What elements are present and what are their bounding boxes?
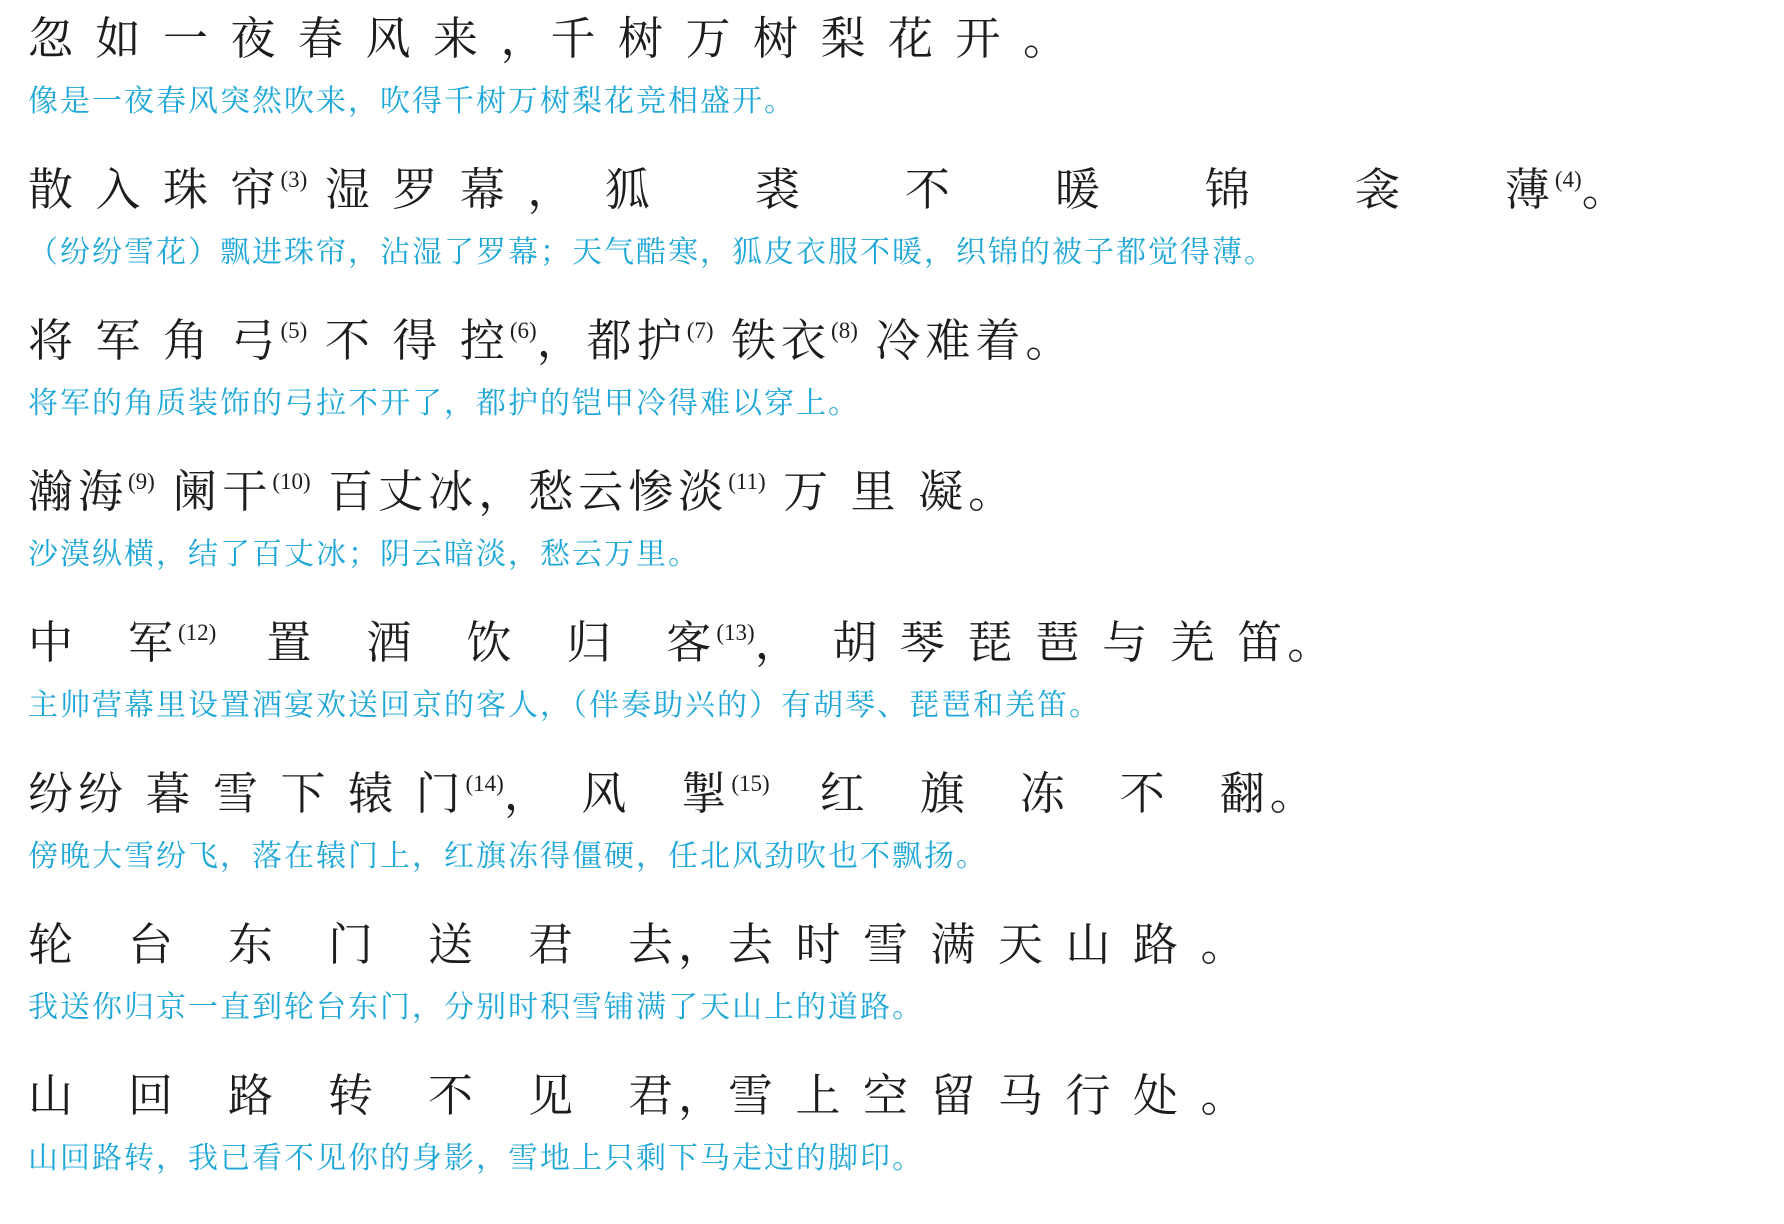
translation-line: 将军的角质装饰的弓拉不开了，都护的铠甲冷得难以穿上。 bbox=[28, 387, 860, 420]
annotation-number: (14) bbox=[465, 771, 504, 796]
verse-text: 散 入 珠 帘 bbox=[28, 164, 281, 215]
translation-line: 傍晚大雪纷飞，落在辕门上，红旗冻得僵硬，任北风劲吹也不飘扬。 bbox=[28, 840, 988, 873]
verse-text: 。 bbox=[1581, 164, 1632, 215]
poem-verse bbox=[28, 161, 1768, 218]
verse-text: 轮 台 东 门 送 君 去，去 时 雪 满 天 山 路 。 bbox=[28, 919, 1251, 970]
verse-text: 置 酒 饮 归 客 bbox=[216, 617, 717, 668]
poem-line-block bbox=[28, 916, 1768, 1027]
poem-verse bbox=[28, 463, 1768, 520]
verse-text: ，都护 bbox=[536, 315, 687, 366]
verse-text: 铁衣 bbox=[713, 315, 832, 366]
annotation-number: (13) bbox=[716, 620, 755, 645]
verse-text: 不 得 控 bbox=[307, 315, 510, 366]
verse-text: 忽 如 一 夜 春 风 来 ，千 树 万 树 梨 花 开 。 bbox=[28, 13, 1074, 64]
verse-text: 万 里 凝。 bbox=[765, 466, 1019, 517]
annotation-number: (4) bbox=[1554, 167, 1582, 192]
verse-text: 山 回 路 转 不 见 君，雪 上 空 留 马 行 处 。 bbox=[28, 1070, 1251, 1121]
verse-text: 阑干 bbox=[154, 466, 273, 517]
translation-line: 像是一夜春风突然吹来，吹得千树万树梨花竞相盛开。 bbox=[28, 85, 796, 118]
translation-line: （纷纷雪花）飘进珠帘，沾湿了罗幕；天气酷寒，狐皮衣服不暖，织锦的被子都觉得薄。 bbox=[28, 236, 1276, 269]
poem-verse bbox=[28, 10, 1768, 67]
verse-text: ， 风 掣 bbox=[503, 768, 732, 819]
poem-line-block bbox=[28, 161, 1768, 272]
annotation-number: (8) bbox=[831, 318, 858, 343]
poem-line-block bbox=[28, 614, 1768, 725]
verse-text: 将 军 角 弓 bbox=[28, 315, 281, 366]
poem-line-block bbox=[28, 10, 1768, 121]
poem-line-block bbox=[28, 1067, 1768, 1178]
verse-text: 红 旗 冻 不 翻。 bbox=[769, 768, 1320, 819]
poem-verse bbox=[28, 1067, 1768, 1124]
verse-text: 瀚海 bbox=[28, 466, 129, 517]
translation-line: 山回路转，我已看不见你的身影，雪地上只剩下马走过的脚印。 bbox=[28, 1142, 924, 1175]
poem-line-block bbox=[28, 463, 1768, 574]
translation-line: 主帅营幕里设置酒宴欢送回京的客人，（伴奏助兴的）有胡琴、琵琶和羌笛。 bbox=[28, 689, 1101, 722]
translation-line: 沙漠纵横，结了百丈冰；阴云暗淡，愁云万里。 bbox=[28, 538, 700, 571]
poem-verse bbox=[28, 765, 1768, 822]
poem-line-block bbox=[28, 312, 1768, 423]
verse-text: 百丈冰，愁云惨淡 bbox=[310, 466, 729, 517]
annotation-number: (5) bbox=[280, 318, 308, 343]
verse-text: 纷纷 暮 雪 下 辕 门 bbox=[28, 768, 466, 819]
poem-verse bbox=[28, 916, 1768, 973]
annotation-number: (10) bbox=[272, 469, 311, 494]
poem-verse bbox=[28, 614, 1768, 671]
poem-verse bbox=[28, 312, 1768, 369]
annotation-number: (6) bbox=[509, 318, 537, 343]
verse-text: 湿 罗 幕 ， 狐 裘 不 暖 锦 衾 薄 bbox=[307, 164, 1555, 215]
annotation-number: (3) bbox=[280, 167, 308, 192]
annotation-number: (11) bbox=[728, 469, 766, 494]
translation-line: 我送你归京一直到轮台东门，分别时积雪铺满了天山上的道路。 bbox=[28, 991, 924, 1024]
annotation-number: (15) bbox=[731, 771, 770, 796]
poem-line-block bbox=[28, 765, 1768, 876]
annotation-number: (12) bbox=[178, 620, 217, 645]
verse-text: ， 胡 琴 琵 琶 与 羌 笛。 bbox=[754, 617, 1338, 668]
verse-text: 冷难着。 bbox=[857, 315, 1076, 366]
annotation-number: (9) bbox=[128, 469, 155, 494]
verse-text: 中 军 bbox=[28, 617, 179, 668]
annotation-number: (7) bbox=[686, 318, 714, 343]
